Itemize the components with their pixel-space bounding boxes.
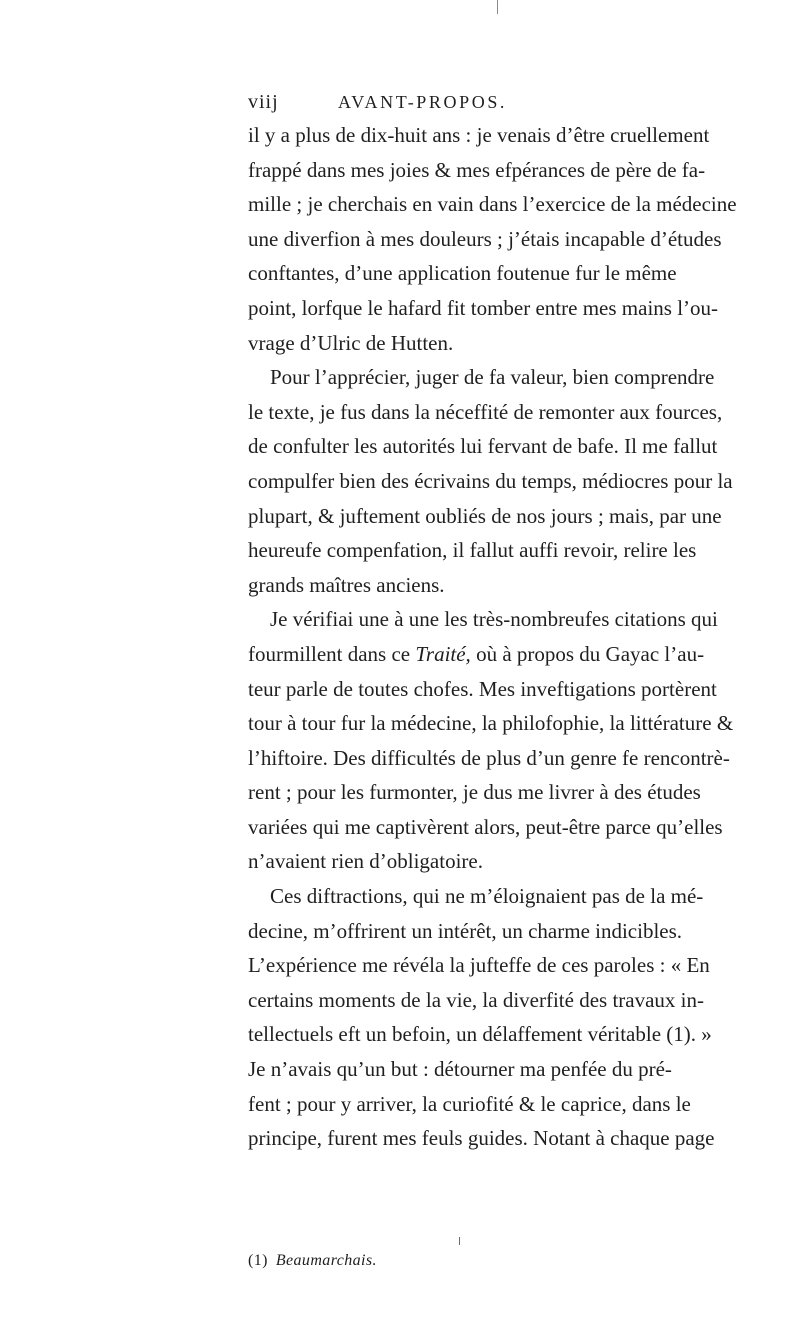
text-line: teur parle de toutes chofes. Mes inveftigations portèrent bbox=[248, 676, 717, 701]
text-line: decine, m’offrirent un intérêt, un charme indicibles. bbox=[248, 918, 683, 943]
text-line: mille ; je cherchais en vain dans l’exercice de la médecine bbox=[248, 192, 737, 217]
footnote-number: (1) bbox=[248, 1252, 268, 1269]
text-line: vrage d’Ulric de Hutten. bbox=[248, 330, 454, 355]
text-line: principe, furent mes feuls guides. Notant à chaque page bbox=[248, 1126, 715, 1151]
text-line: heureufe compenfation, il fallut auffi revoir, relire les bbox=[248, 538, 697, 563]
text-line: Je vérifiai une à une les très-nombreufes citations qui bbox=[270, 607, 718, 632]
running-title: AVANT-PROPOS. bbox=[338, 92, 508, 112]
main-text bbox=[248, 118, 737, 1156]
text-line: frappé dans mes joies & mes efpérances de père de fa- bbox=[248, 157, 706, 182]
text-line: point, lorfque le hafard fit tomber entre mes mains l’ou- bbox=[248, 295, 719, 320]
page-header bbox=[248, 86, 668, 118]
text-line: certains moments de la vie, la diverfité des travaux in- bbox=[248, 987, 705, 1012]
text-line: tour à tour fur la médecine, la philofophie, la littérature & bbox=[248, 711, 734, 736]
text-line: conftantes, d’une application foutenue fur le même bbox=[248, 261, 677, 286]
text-line: rent ; pour les furmonter, je dus me livrer à des études bbox=[248, 780, 701, 805]
text-line: compulfer bien des écrivains du temps, médiocres pour la bbox=[248, 468, 733, 493]
text-line: fent ; pour y arriver, la curiofité & le caprice, dans le bbox=[248, 1091, 691, 1116]
text-line: plupart, & juftement oubliés de nos jours ; mais, par une bbox=[248, 503, 722, 528]
text-line: L’expérience me révéla la jufteffe de ces paroles : « En bbox=[248, 953, 710, 978]
text-line: fourmillent dans ce Traité, où à propos du Gayac l’au- bbox=[248, 641, 705, 666]
text-line: il y a plus de dix-huit ans : je venais d’être cruellement bbox=[248, 123, 710, 147]
text-line: l’hiftoire. Des difficultés de plus d’un genre fe rencontrè- bbox=[248, 745, 730, 770]
text-line: Je n’avais qu’un but : détourner ma penfée du pré- bbox=[248, 1057, 672, 1082]
footnote bbox=[248, 1250, 377, 1272]
page-number: viij bbox=[248, 91, 279, 113]
scan-mark-bottom bbox=[459, 1237, 460, 1245]
scan-mark-top bbox=[497, 0, 498, 14]
text-line: variées qui me captivèrent alors, peut-être parce qu’elles bbox=[248, 814, 723, 839]
text-line: le texte, je fus dans la néceffité de remonter aux fources, bbox=[248, 399, 723, 424]
text-line: tellectuels eft un befoin, un délaffement véritable (1). » bbox=[248, 1022, 712, 1047]
footnote-text: Beaumarchais. bbox=[275, 1252, 377, 1269]
text-line: grands maîtres anciens. bbox=[248, 572, 445, 597]
italic-title: Traité, bbox=[415, 641, 471, 666]
text-line: une diverfion à mes douleurs ; j’étais incapable d’études bbox=[248, 226, 722, 251]
text-line: Ces diftractions, qui ne m’éloignaient pas de la mé- bbox=[270, 884, 704, 909]
text-line: de confulter les autorités lui fervant de bafe. Il me fallut bbox=[248, 434, 718, 459]
text-line: n’avaient rien d’obligatoire. bbox=[248, 849, 483, 874]
text-line: Pour l’apprécier, juger de fa valeur, bien comprendre bbox=[270, 365, 715, 390]
